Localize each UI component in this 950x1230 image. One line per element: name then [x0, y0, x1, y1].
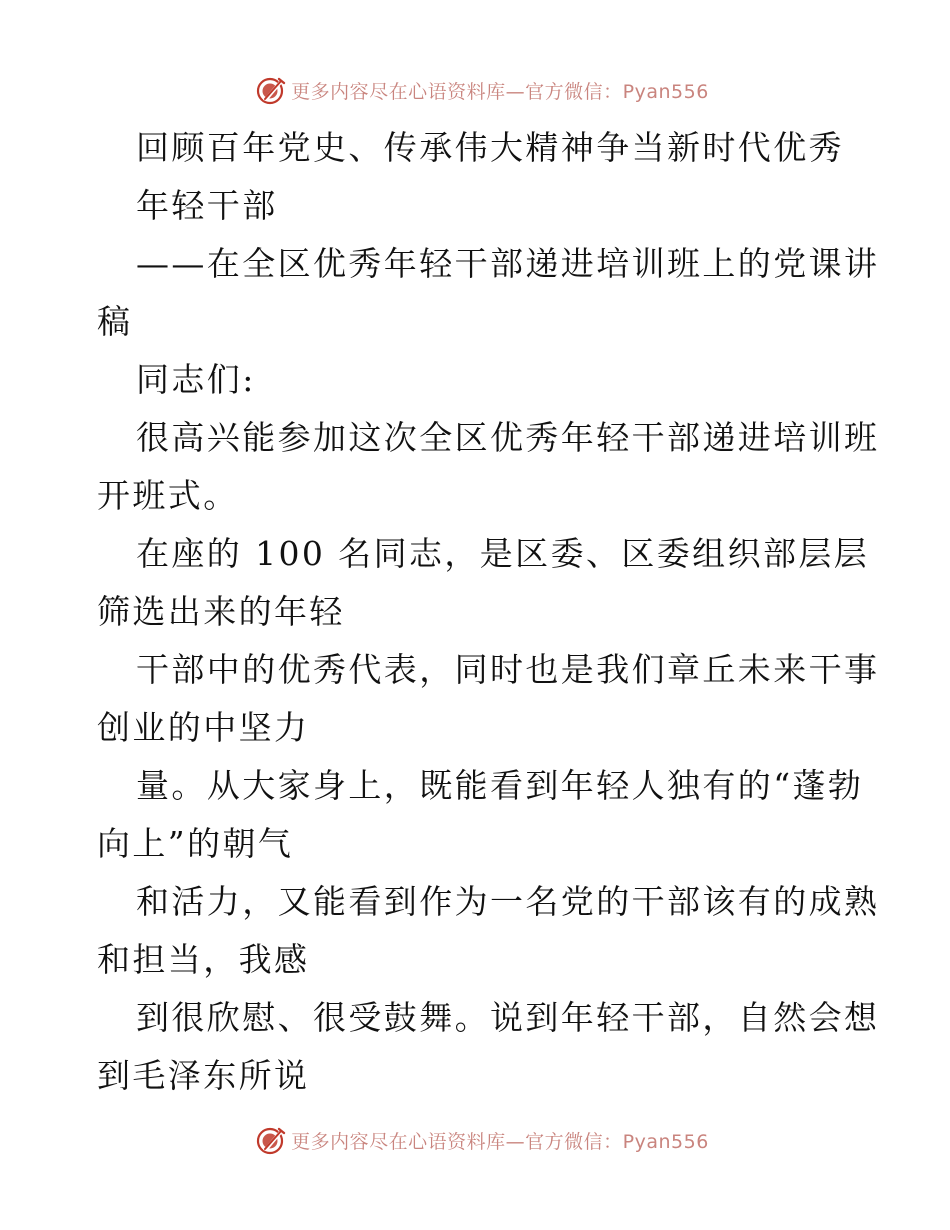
document-subtitle-line-2: 稿	[97, 302, 133, 341]
document-paragraph-line: 筛选出来的年轻	[97, 592, 345, 631]
red-quill-circle-logo-icon	[255, 1124, 287, 1156]
document-salutation: 同志们:	[136, 360, 256, 399]
footer-banner	[0, 1120, 950, 1160]
document-paragraph-line: 到很欣慰、很受鼓舞。说到年轻干部，自然会想	[136, 998, 880, 1037]
document-paragraph-line: 和活力，又能看到作为一名党的干部该有的成熟	[136, 882, 880, 921]
document-paragraph-line: 到毛泽东所说	[97, 1056, 310, 1095]
header-banner	[0, 70, 950, 110]
header-banner-text: 更多内容尽在心语资料库—官方微信：Pyan556	[291, 80, 709, 103]
document-paragraph-line: 在座的 100 名同志，是区委、区委组织部层层	[136, 534, 870, 573]
document-paragraph-line: 创业的中坚力	[97, 708, 310, 747]
document-paragraph-line: 量。从大家身上，既能看到年轻人独有的“蓬勃	[136, 766, 864, 805]
document-subtitle-line-1: ——在全区优秀年轻干部递进培训班上的党课讲	[136, 244, 880, 283]
document-title-line-2: 年轻干部	[136, 186, 278, 225]
document-paragraph-line: 干部中的优秀代表，同时也是我们章丘未来干事	[136, 650, 880, 689]
document-paragraph-line: 开班式。	[97, 476, 239, 515]
document-title-line-1: 回顾百年党史、传承伟大精神争当新时代优秀	[136, 128, 844, 167]
document-paragraph-line: 很高兴能参加这次全区优秀年轻干部递进培训班	[136, 418, 880, 457]
document-paragraph-line: 向上”的朝气	[97, 824, 294, 863]
red-quill-circle-logo-icon	[255, 74, 287, 106]
document-paragraph-line: 和担当，我感	[97, 940, 310, 979]
footer-banner-text: 更多内容尽在心语资料库—官方微信：Pyan556	[291, 1130, 709, 1153]
